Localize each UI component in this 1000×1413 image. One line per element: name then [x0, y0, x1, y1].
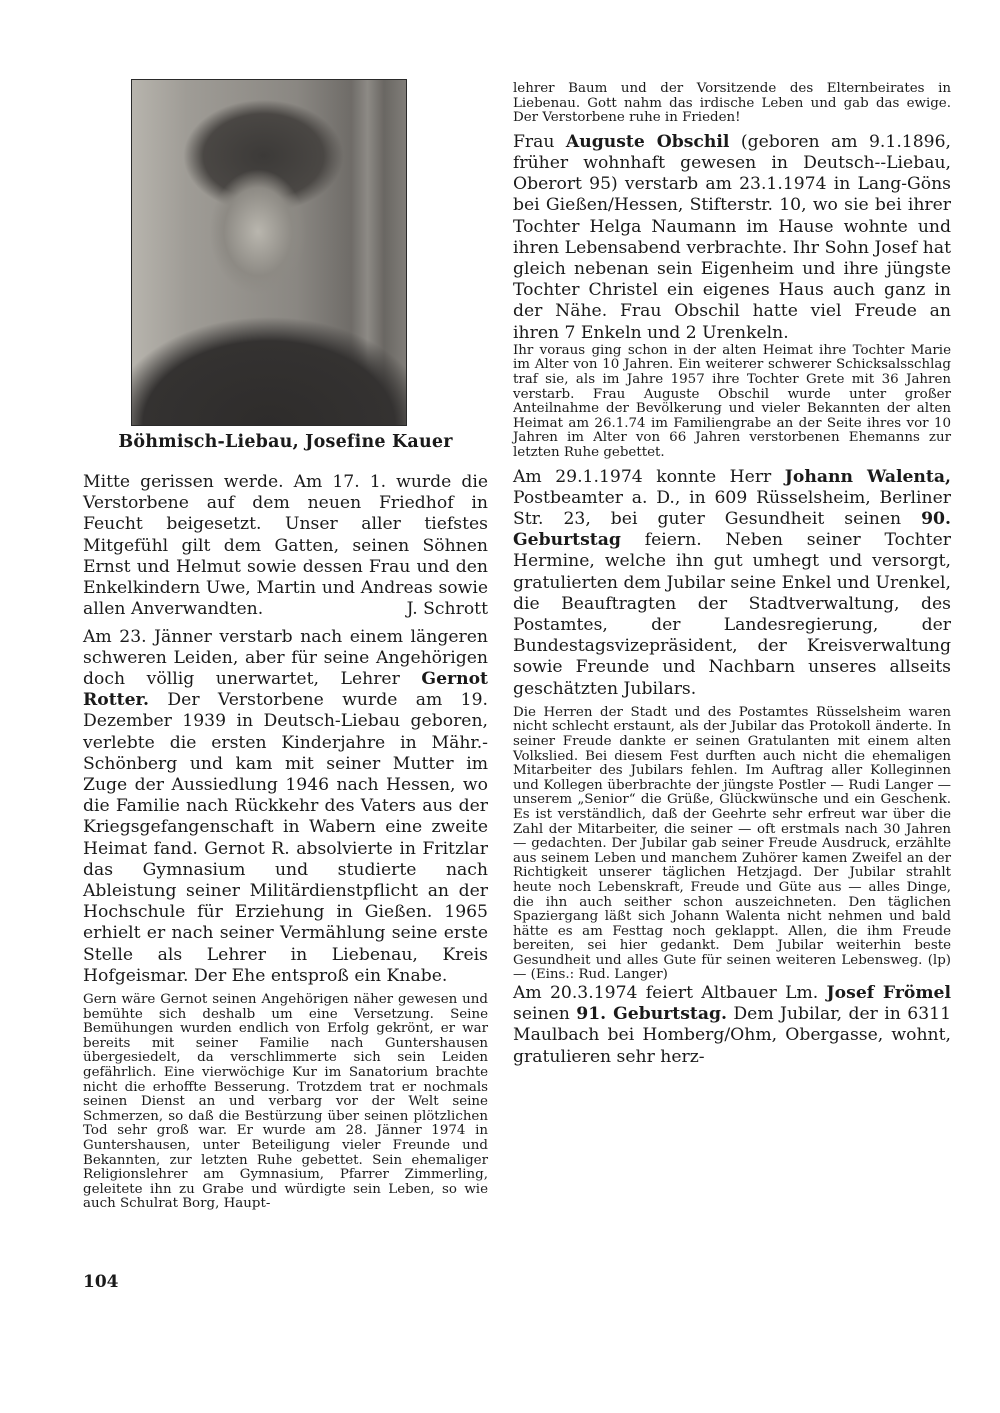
walenta-birthday-label: 90. Geburtstag — [513, 508, 951, 551]
froemel-birthday: Am 20.3.1974 feiert Altbauer Lm. Josef Frömel seinen 91. Geburtstag. Dem Jubilar, der in 6311 Maulbach bei Homberg/Ohm, Obergasse, wohnt, gratulieren sehr herz- — [513, 983, 952, 1067]
rotter-obituary-detail: Gern wäre Gernot seinen Angehörigen näher gewesen und bemühte sich deshalb um eine Versetzung. Seine Bemühungen wurden endlich von Erfolg gekrönt, er war bereits mit seiner Familie nach Guntershausen übergesiedelt, da verschlimmerte sich sein Leiden gefährlich. Eine vierwöchige Kur im Sanatorium brachte nicht die erhoffte Besserung. Trotzdem trat er nochmals seinen Dienst an und verbarg vor der Welt seine Schmerzen, so daß die Bestürzung über seinen plötzlichen Tod sehr groß war. Er wurde am 28. Jänner 1974 in Guntershausen, unter Beteiligung vieler Freunde und Bekannten, zur letzten Ruhe gebettet. Sein ehemaliger Religionslehrer am Gymnasium, Pfarrer Zimmerling, geleitete ihn zu Grabe und würdigte sein Leben, so wie auch Schulrat Borg, Haupt- — [83, 992, 488, 1212]
left-column — [83, 472, 488, 1212]
portrait-photo — [131, 79, 407, 426]
page-number: 104 — [83, 1272, 119, 1292]
kauer-obituary-continuation: Mitte gerissen werde. Am 17. 1. wurde die Verstorbene auf dem neuen Friedhof in Feucht beigesetzt. Unser aller tiefstes Mitgefühl gilt dem Gatten, seinen Söhnen Ernst und Helmut sowie dessen Frau und den Enkelkindern Uwe, Martin und Andreas sowie allen Anverwandten. — [83, 472, 488, 620]
rotter-name: Gernot Rotter. — [83, 669, 488, 711]
walenta-birthday-detail: Die Herren der Stadt und des Postamtes Rüsselsheim waren nicht schlecht erstaunt, als der Jubilar das Protokoll änderte. In seiner Freude dankte er seinen Gratulanten mit einem alten Volkslied. Bei diesem Fest durften auch nicht die ehemaligen Mitarbeiter des Jubilars fehlen. Im Auftrag aller Kolleginnen und Kollegen überbrachte der jüngste Postler — Rudi Langer — unserem „Senior“ die Grüße, Glückwünsche und ein Geschenk. Es ist verständlich, daß der Geehrte sehr erfreut war über die Zahl der Mitarbeiter, die seiner — oft erstmals nach 30 Jahren — gedachten. Der Jubilar gab seiner Freude Ausdruck, erzählte aus seinem Leben und manchem Zuhörer kamen Zweifel an der Richtigkeit unserer täglichen Hetzjagd. Der Jubilar strahlt heute noch Lebenskraft, Freude und Güte aus — alles Dinge, die ihn auch seither schon auszeichneten. Den täglichen Spaziergang läßt sich Johann Walenta nicht nehmen und bald hätte es am Festtag noch geklappt. Allen, die ihm Freude bereiten, sei hier gedankt. Dem Jubilar weiterhin beste Gesundheit und alles Gute für seinen weiteren Lebensweg. (lp) — (Eins.: Rud. Langer) — [513, 704, 951, 983]
obschil-name: Auguste Obschil — [565, 131, 730, 152]
kauer-signature: J. Schrott — [406, 599, 488, 620]
right-column — [513, 82, 951, 1068]
froemel-birthday-label: 91. Geburtstag. — [576, 1004, 727, 1025]
obschil-obituary-detail: Ihr voraus ging schon in der alten Heimat ihre Tochter Marie im Alter von 10 Jahren. Ein weiterer schwerer Schicksalsschlag traf sie, als im Jahre 1957 ihre Tochter Grete mit 36 Jahren verstarb. Frau Auguste Obschil wurde unter großer Anteilnahme der Bevölkerung und vieler Bekannten der alten Heimat am 26.1.74 im Familiengrabe an der Seite ihres vor 10 Jahren im Alter von 66 Jahren verstorbenen Ehemanns zur letzten Ruhe gebettet. — [513, 342, 951, 460]
froemel-name: Josef Frömel — [826, 983, 952, 1004]
obschil-obituary: Frau Auguste Obschil (geboren am 9.1.1896, früher wohnhaft gewesen in Deutsch--Liebau, Oberort 95) verstarb am 23.1.1974 in Lang-Göns bei Gießen/Hessen, Stifterstr. 10, wo sie bei ihrer Tochter Helga Naumann im Hause wohnte und ihren Lebensabend verbrachte. Ihr Sohn Josef hat gleich nebenan sein Eigenheim und ihre jüngste Tochter Christel ein eigenes Haus auch ganz in der Nähe. Frau Obschil hatte viel Freude an ihren 7 Enkeln und 2 Urenkeln. — [513, 131, 952, 343]
rotter-obituary-end: lehrer Baum und der Vorsitzende des Elternbeirates in Liebenau. Gott nahm das irdische Leben und gab das ewige. Der Verstorbene ruhe in Frieden! — [513, 81, 951, 126]
walenta-birthday: Am 29.1.1974 konnte Herr Johann Walenta, Postbeamter a. D., in 609 Rüsselsheim, Berliner Str. 23, bei guter Gesundheit seinen 90. Geburtstag feiern. Neben seiner Tochter Hermine, welche ihn gut umhegt und versorgt, gratulierten dem Jubilar seine Enkel und Urenkel, die Beauftragten der Stadtverwaltung, des Postamtes, der Landesregierung, der Bundestagsvizepräsident, der Kreisverwaltung sowie Freunde und Nachbarn unseres allseits geschätzten Jubilars. — [513, 466, 951, 699]
walenta-name: Johann Walenta, — [784, 466, 951, 487]
rotter-obituary: Am 23. Jänner verstarb nach einem längeren schweren Leiden, aber für seine Angehörigen doch völlig unerwartet, Lehrer Gernot Rotter. Der Verstorbene wurde am 19. Dezember 1939 in Deutsch-Liebau geboren, verlebte die ersten Kinderjahre in Mähr.-Schönberg und kam mit seiner Mutter im Zuge der Aussiedlung 1946 nach Hessen, wo die Familie nach Rückkehr des Vaters aus der Kriegsgefangenschaft in Wabern eine zweite Heimat fand. Gernot R. absolvierte in Fritzlar das Gymnasium und studierte nach Ableistung seiner Militärdienstpflicht an der Hochschule für Erziehung in Gießen. 1965 erhielt er nach seiner Vermählung seine erste Stelle als Lehrer in Liebenau, Kreis Hofgeismar. Der Ehe entsproß ein Knabe. — [83, 626, 488, 986]
photo-caption: Böhmisch-Liebau, Josefine Kauer — [118, 432, 453, 452]
